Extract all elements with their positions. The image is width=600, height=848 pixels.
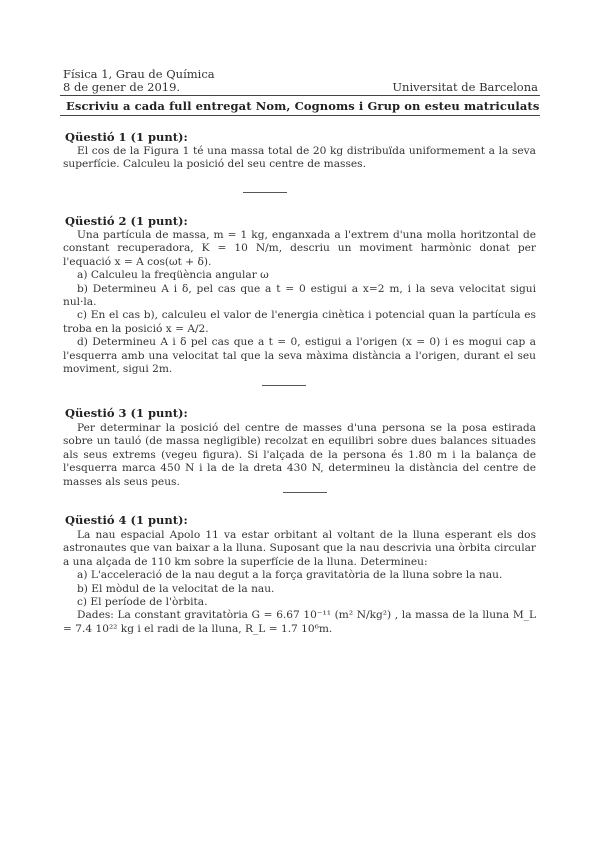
separator-3 bbox=[283, 492, 327, 493]
date-line: 8 de gener de 2019. bbox=[63, 80, 181, 94]
question-2-body bbox=[63, 229, 536, 376]
question-4-part-c: c) El període de l'òrbita. bbox=[77, 596, 208, 609]
notice-line: Escriviu a cada full entregat Nom, Cognoms i Grup on esteu matriculats bbox=[66, 99, 540, 113]
question-4-data: Dades: La constant gravitatòria G = 6.67 10⁻¹¹ (m² N/kg²) , la massa de la lluna M_L = 7.4 10²² kg i el radi de la lluna, R_L = 1.7 10⁶m. bbox=[63, 609, 536, 635]
university-name: Universitat de Barcelona bbox=[392, 80, 538, 94]
separator-1 bbox=[243, 192, 287, 193]
question-3-title: Qüestió 3 (1 punt): bbox=[65, 406, 188, 420]
question-2-part-d: d) Determineu A i δ pel cas que a t = 0, estigui a l'origen (x = 0) i es mogui cap a l'esquerra amb una velocitat tal que la seva màxima distància a l'origen, durant el seu moviment, sigui 2m. bbox=[63, 336, 536, 376]
question-1-body bbox=[63, 145, 536, 172]
question-1-title: Qüestió 1 (1 punt): bbox=[65, 130, 188, 144]
question-3-body bbox=[63, 422, 536, 489]
question-2-part-a: a) Calculeu la freqüència angular ω bbox=[77, 269, 269, 282]
question-3-text: Per determinar la posició del centre de masses d'una persona se la posa estirada sobre un tauló (de massa negligible) recolzat en equilibri sobre dues balances situades als seus extrems (vegeu figura). Si l'alçada de la persona és 1.80 m i la balança de l'esquerra marca 450 N i la de la dreta 430 N, determineu la distància del centre de masses als seus peus. bbox=[63, 422, 536, 488]
question-1-text: El cos de la Figura 1 té una massa total de 20 kg distribuïda uniformement a la seva superfície. Calculeu la posició del seu centre de masses. bbox=[63, 145, 536, 171]
question-2-part-b: b) Determineu A i δ, pel cas que a t = 0 estigui a x=2 m, i la seva velocitat sigui nul·la. bbox=[63, 282, 536, 309]
question-2-intro: Una partícula de massa, m = 1 kg, enganxada a l'extrem d'una molla horitzontal de constant recuperadora, K = 10 N/m, descriu un moviment harmònic donat per l'equació x = A cos(ωt + δ). bbox=[63, 229, 536, 268]
separator-2 bbox=[262, 385, 306, 386]
question-2-part-c: c) En el cas b), calculeu el valor de l'energia cinètica i potencial quan la partícula es troba en la posició x = A/2. bbox=[63, 309, 536, 335]
question-2-title: Qüestió 2 (1 punt): bbox=[65, 214, 188, 228]
question-4-intro: La nau espacial Apolo 11 va estar orbitant al voltant de la lluna esperant els dos astronautes que van baixar a la lluna. Suposant que la nau descrivia una òrbita circular a una alçada de 110 km sobre la superfície de la lluna. Determineu: bbox=[63, 529, 536, 568]
question-4-part-a: a) L'acceleració de la nau degut a la força gravitatòria de la lluna sobre la nau. bbox=[77, 569, 503, 582]
question-4-title: Qüestió 4 (1 punt): bbox=[65, 513, 188, 527]
header-rule-bottom bbox=[60, 115, 540, 116]
question-4-body bbox=[63, 529, 536, 636]
course-line: Física 1, Grau de Química bbox=[63, 67, 215, 81]
header-rule-top bbox=[60, 95, 540, 96]
question-4-part-b: b) El mòdul de la velocitat de la nau. bbox=[77, 582, 275, 595]
